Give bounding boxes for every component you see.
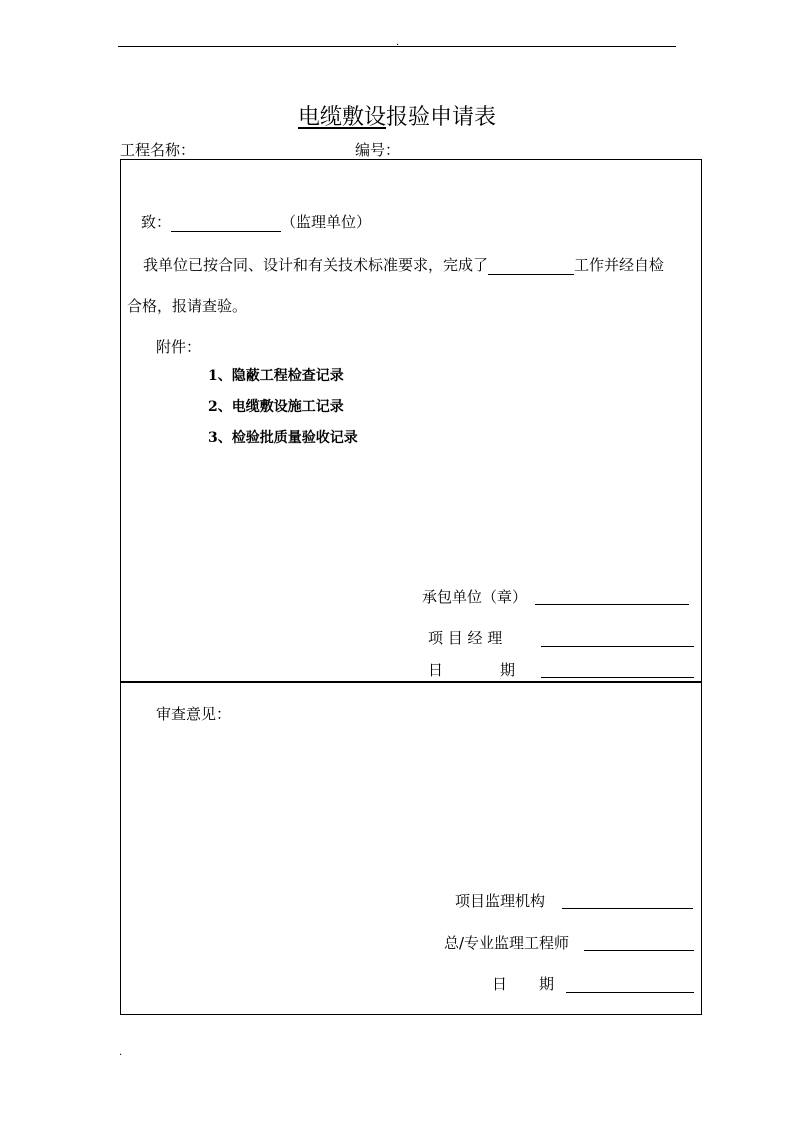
- supervising-engineer-label: 总/专业监理工程师: [444, 934, 570, 952]
- statement-line-1: [143, 255, 664, 275]
- review-section: [120, 681, 702, 1015]
- form-title-underlined: 电缆敷设: [297, 105, 386, 130]
- statement-part1: 我单位已按合同、设计和有关技术标准要求，完成了: [143, 256, 489, 274]
- project-manager-signature-line[interactable]: [541, 646, 694, 647]
- statement-part2: 工作并经自检: [574, 256, 665, 274]
- attachment-item: 3、检验批质量验收记录: [208, 430, 358, 446]
- application-date-line[interactable]: [541, 677, 694, 678]
- application-date-label-a: 日: [428, 661, 444, 679]
- addressee-blank[interactable]: [171, 215, 281, 232]
- review-date-label-a: 日: [492, 975, 508, 993]
- attachment-item: 1、隐蔽工程检查记录: [208, 368, 344, 384]
- review-opinion-label: 审查意见：: [156, 705, 232, 723]
- form-title: [0, 103, 794, 133]
- supervision-org-signature-line[interactable]: [562, 908, 693, 909]
- contractor-signature-line[interactable]: [535, 604, 689, 605]
- attachment-item: 2、电缆敷设施工记录: [208, 399, 344, 415]
- statement-line-2: 合格，报请查验。: [127, 297, 248, 315]
- attachments-label: 附件：: [156, 338, 202, 356]
- addressee-prefix: 致：: [141, 213, 172, 231]
- project-name-label: 工程名称：: [120, 141, 196, 159]
- work-item-blank[interactable]: [488, 258, 574, 275]
- serial-number-label: 编号：: [355, 141, 401, 159]
- review-date-label-b: 期: [539, 975, 555, 993]
- addressee-line: [141, 212, 371, 232]
- form-title-rest: 报验申请表: [386, 105, 497, 130]
- review-date-line[interactable]: [566, 992, 694, 993]
- project-manager-label: 项 目 经 理: [428, 629, 503, 647]
- header-dot: .: [396, 37, 400, 48]
- supervision-org-label: 项目监理机构: [455, 892, 546, 910]
- contractor-label: 承包单位（章）: [422, 588, 528, 606]
- supervising-engineer-signature-line[interactable]: [584, 950, 694, 951]
- footer-dot: .: [119, 1047, 123, 1058]
- application-date-label-b: 期: [500, 661, 516, 679]
- addressee-suffix: （监理单位）: [281, 213, 372, 231]
